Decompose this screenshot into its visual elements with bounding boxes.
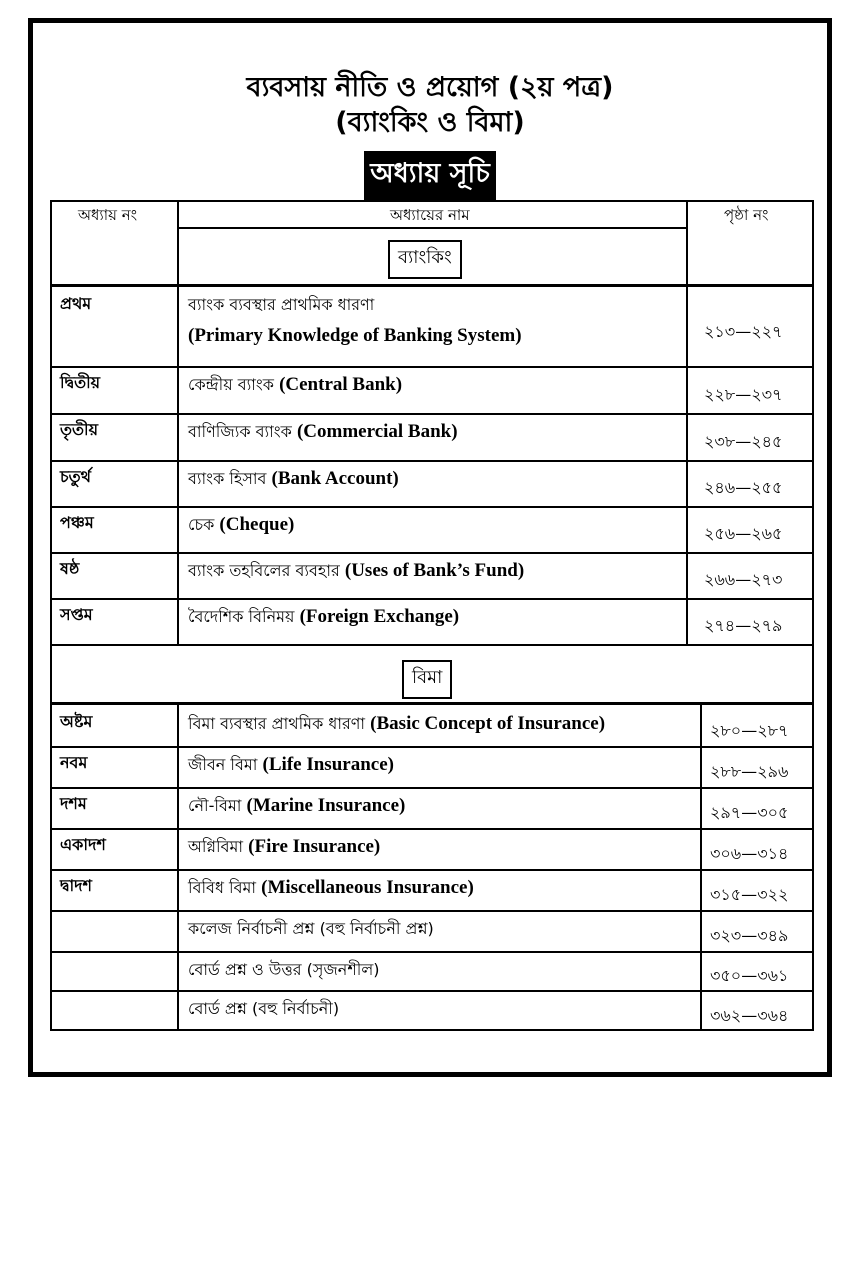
chapter-name-en: (Foreign Exchange) bbox=[299, 606, 460, 627]
chapter-name-bn: বোর্ড প্রশ্ন ও উত্তর (সৃজনশীল) bbox=[188, 960, 380, 979]
chapter-number: সপ্তম bbox=[60, 605, 93, 624]
header-page-no: পৃষ্ঠা নং bbox=[724, 206, 769, 224]
document-subtitle: (ব্যাংকিং ও বিমা) bbox=[335, 107, 525, 138]
chapter-name-en: (Primary Knowledge of Banking System) bbox=[188, 325, 522, 346]
section-insurance-label: বিমা bbox=[402, 660, 452, 699]
page-range: ২১৩—২২৭ bbox=[704, 322, 783, 341]
chapter-name-en: (Life Insurance) bbox=[262, 754, 394, 775]
page-range: ৩০৬—৩১৪ bbox=[710, 844, 789, 863]
page-range: ২৯৭—৩০৫ bbox=[710, 803, 789, 822]
chapter-name bbox=[188, 916, 434, 943]
chapter-number: অষ্টম bbox=[60, 712, 93, 731]
chapter-name bbox=[188, 512, 294, 539]
page-border bbox=[28, 18, 832, 1077]
row-rule bbox=[50, 460, 814, 462]
chapter-name-bn: কলেজ নির্বাচনী প্রশ্ন (বহু নির্বাচনী প্রশ্ন) bbox=[188, 919, 434, 938]
section-rule bbox=[50, 644, 814, 646]
page-range: ২৪৬—২৫৫ bbox=[704, 478, 783, 497]
page-range: ২৩৮—২৪৫ bbox=[704, 432, 783, 451]
chapter-name bbox=[188, 419, 458, 446]
toc-table bbox=[50, 200, 814, 1031]
chapter-name-bn: বোর্ড প্রশ্ন (বহু নির্বাচনী) bbox=[188, 999, 340, 1018]
col-divider bbox=[686, 287, 688, 644]
page-range: ৩১৫—৩২২ bbox=[710, 885, 789, 904]
chapter-name-bn: ব্যাংক তহবিলের ব্যবহার bbox=[188, 561, 340, 580]
row-rule bbox=[50, 366, 814, 368]
header-col-divider bbox=[686, 200, 688, 285]
chapter-number: দশম bbox=[60, 794, 87, 813]
chapter-number: পঞ্চম bbox=[60, 513, 94, 532]
chapter-name-en: (Cheque) bbox=[219, 514, 295, 535]
chapter-name-bn: ব্যাংক ব্যবস্থার প্রাথমিক ধারণা bbox=[188, 295, 375, 314]
page-range: ২২৮—২৩৭ bbox=[704, 385, 783, 404]
chapter-name bbox=[188, 996, 339, 1023]
chapter-name-en: (Marine Insurance) bbox=[246, 795, 406, 816]
chapter-name-bn: চেক bbox=[188, 515, 215, 534]
col-divider bbox=[177, 705, 179, 1031]
table-border-right bbox=[812, 200, 814, 1031]
chapter-name-bn: জীবন বিমা bbox=[188, 755, 258, 774]
page-range: ২৮৮—২৯৬ bbox=[710, 762, 789, 781]
chapter-name bbox=[188, 711, 605, 738]
row-rule bbox=[50, 552, 814, 554]
chapter-name bbox=[188, 466, 399, 493]
chapter-name bbox=[188, 752, 394, 779]
chapter-name-bn: নৌ-বিমা bbox=[188, 796, 242, 815]
toc-heading: অধ্যায় সূচি bbox=[364, 151, 496, 202]
page-range: ৩২৩—৩৪৯ bbox=[710, 926, 789, 945]
chapter-name-bn: বিবিধ বিমা bbox=[188, 878, 257, 897]
row-rule bbox=[50, 506, 814, 508]
chapter-number: একাদশ bbox=[60, 835, 106, 854]
chapter-name bbox=[188, 372, 402, 399]
chapter-number: তৃতীয় bbox=[60, 420, 99, 439]
document-title: ব্যবসায় নীতি ও প্রয়োগ (২য় পত্র) bbox=[246, 72, 614, 103]
header-col-divider bbox=[177, 200, 179, 285]
chapter-name bbox=[188, 793, 405, 820]
chapter-name-en: (Bank Account) bbox=[271, 468, 399, 489]
chapter-name-bn: বিমা ব্যবস্থার প্রাথমিক ধারণা bbox=[188, 714, 366, 733]
chapter-name-en: (Miscellaneous Insurance) bbox=[261, 877, 474, 898]
row-rule bbox=[50, 413, 814, 415]
page-range: ২৮০—২৮৭ bbox=[710, 721, 789, 740]
chapter-name bbox=[188, 875, 474, 902]
header-bottom-rule bbox=[50, 284, 814, 287]
chapter-number: দ্বাদশ bbox=[60, 876, 93, 895]
section-banking-label: ব্যাংকিং bbox=[388, 240, 462, 279]
chapter-name bbox=[188, 558, 524, 585]
chapter-number: নবম bbox=[60, 753, 88, 772]
chapter-name-en: (Uses of Bank’s Fund) bbox=[344, 560, 525, 581]
table-border-top bbox=[50, 200, 814, 202]
chapter-number: দ্বিতীয় bbox=[60, 373, 101, 392]
header-rule bbox=[177, 227, 687, 229]
chapter-name-en: (Basic Concept of Insurance) bbox=[370, 713, 606, 734]
header-chapter-name: অধ্যায়ের নাম bbox=[390, 206, 470, 224]
chapter-name-bn: অগ্নিবিমা bbox=[188, 837, 244, 856]
chapter-number: চতুর্থ bbox=[60, 467, 92, 486]
row-rule bbox=[50, 598, 814, 600]
col-divider bbox=[700, 705, 702, 1031]
chapter-name-en: (Fire Insurance) bbox=[248, 836, 381, 857]
table-border-left bbox=[50, 200, 52, 1031]
chapter-name bbox=[188, 957, 380, 984]
chapter-name-bn: কেন্দ্রীয় ব্যাংক bbox=[188, 375, 274, 394]
chapter-name-bn: বাণিজ্যিক ব্যাংক bbox=[188, 422, 292, 441]
chapter-number: ষষ্ঠ bbox=[60, 559, 80, 578]
chapter-name-bn: ব্যাংক হিসাব bbox=[188, 469, 267, 488]
chapter-name-en: (Commercial Bank) bbox=[296, 421, 458, 442]
chapter-name bbox=[188, 834, 380, 861]
chapter-number: প্রথম bbox=[60, 294, 92, 313]
page-range: ২৫৬—২৬৫ bbox=[704, 524, 783, 543]
page-range: ২৬৬—২৭৩ bbox=[704, 570, 783, 589]
page-range: ৩৫০—৩৬১ bbox=[710, 966, 789, 985]
page-range: ২৭৪—২৭৯ bbox=[704, 616, 783, 635]
col-divider bbox=[177, 287, 179, 644]
header-chapter-no: অধ্যায় নং bbox=[78, 206, 138, 224]
chapter-name-en: (Central Bank) bbox=[279, 374, 403, 395]
page-range: ৩৬২—৩৬৪ bbox=[710, 1006, 789, 1025]
chapter-name bbox=[188, 604, 459, 631]
chapter-name-bn: বৈদেশিক বিনিময় bbox=[188, 607, 295, 626]
